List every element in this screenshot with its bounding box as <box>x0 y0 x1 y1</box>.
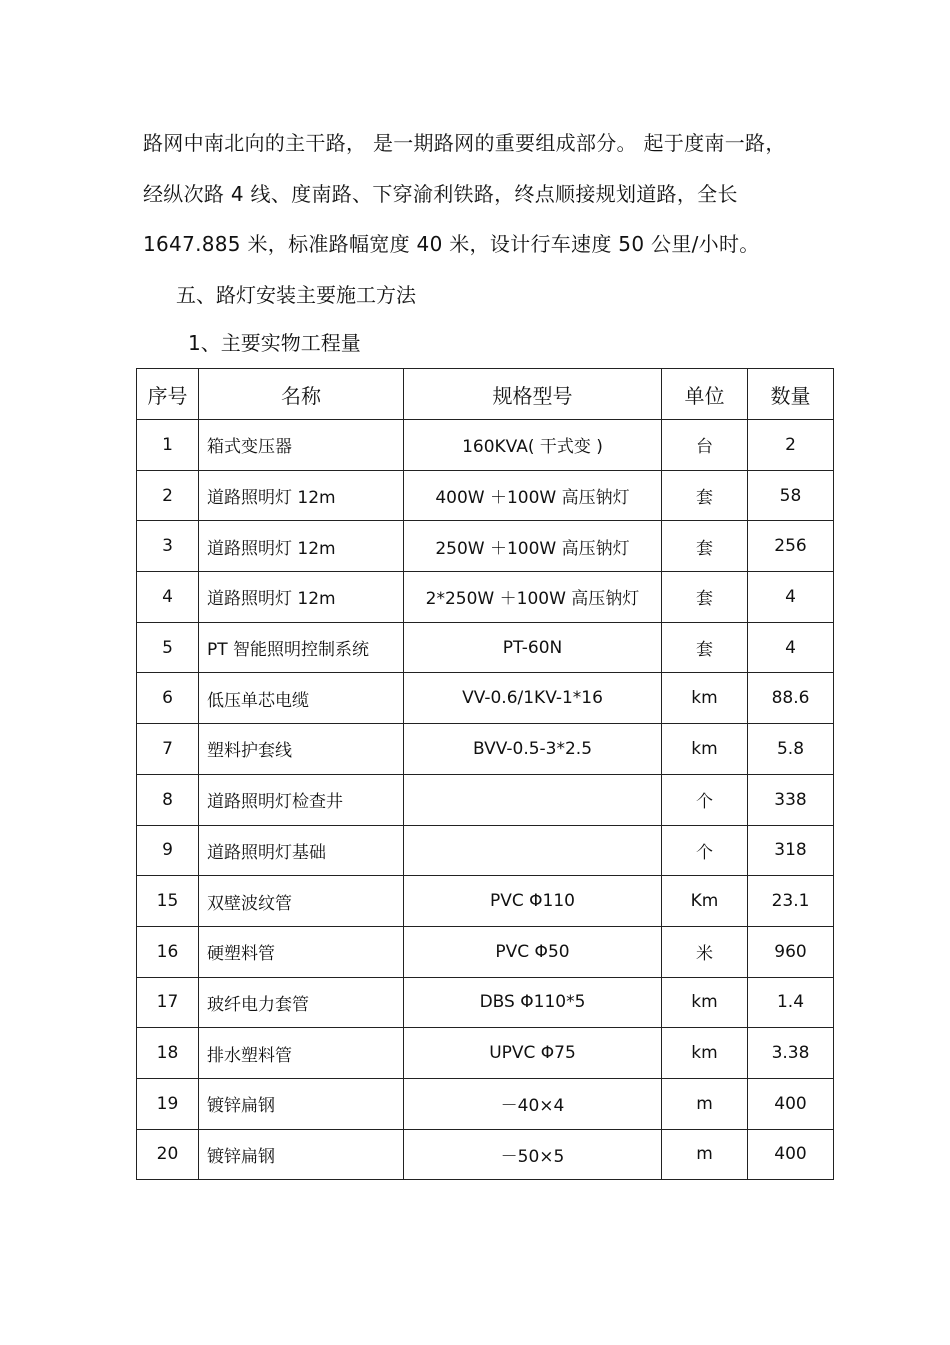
cell-unit: 米 <box>662 926 748 977</box>
cell-unit: m <box>662 1129 748 1180</box>
cell-name: 玻纤电力套管 <box>199 977 404 1028</box>
cell-quantity: 400 <box>748 1078 834 1129</box>
cell-index: 2 <box>137 470 199 521</box>
cell-unit: 套 <box>662 572 748 623</box>
cell-quantity: 3.38 <box>748 1028 834 1079</box>
header-quantity: 数量 <box>748 369 834 420</box>
cell-unit: km <box>662 673 748 724</box>
cell-name: 道路照明灯 12m <box>199 521 404 572</box>
cell-name: 镀锌扁钢 <box>199 1078 404 1129</box>
table-row <box>137 420 834 471</box>
cell-unit: Km <box>662 876 748 927</box>
cell-index: 15 <box>137 876 199 927</box>
table-row <box>137 673 834 724</box>
cell-name: 低压单芯电缆 <box>199 673 404 724</box>
cell-quantity: 58 <box>748 470 834 521</box>
cell-index: 6 <box>137 673 199 724</box>
cell-index: 5 <box>137 622 199 673</box>
header-unit: 单位 <box>662 369 748 420</box>
cell-spec: 2*250W ＋100W 高压钠灯 <box>404 572 662 623</box>
cell-unit: m <box>662 1078 748 1129</box>
cell-name: 双壁波纹管 <box>199 876 404 927</box>
table-row <box>137 1078 834 1129</box>
cell-quantity: 4 <box>748 572 834 623</box>
cell-unit: km <box>662 1028 748 1079</box>
cell-index: 20 <box>137 1129 199 1180</box>
cell-index: 1 <box>137 420 199 471</box>
paragraph-line-3: 1647.885 米，标准路幅宽度 40 米，设计行车速度 50 公里/小时。 <box>143 232 760 256</box>
cell-index: 7 <box>137 724 199 775</box>
cell-spec <box>404 825 662 876</box>
cell-unit: 个 <box>662 774 748 825</box>
cell-quantity: 318 <box>748 825 834 876</box>
cell-index: 3 <box>137 521 199 572</box>
cell-name: 塑料护套线 <box>199 724 404 775</box>
subsection-heading: 1、主要实物工程量 <box>188 331 361 355</box>
cell-spec: PT-60N <box>404 622 662 673</box>
paragraph-line-2: 经纵次路 4 线、度南路、下穿渝利铁路，终点顺接规划道路，全长 <box>143 182 738 206</box>
table-row <box>137 572 834 623</box>
cell-quantity: 23.1 <box>748 876 834 927</box>
cell-spec: UPVC Φ75 <box>404 1028 662 1079</box>
cell-spec: 250W ＋100W 高压钠灯 <box>404 521 662 572</box>
cell-index: 16 <box>137 926 199 977</box>
cell-unit: 台 <box>662 420 748 471</box>
cell-spec: BVV-0.5-3*2.5 <box>404 724 662 775</box>
cell-unit: 套 <box>662 622 748 673</box>
quantities-table <box>136 368 834 1180</box>
cell-name: 镀锌扁钢 <box>199 1129 404 1180</box>
cell-quantity: 1.4 <box>748 977 834 1028</box>
table-row <box>137 825 834 876</box>
table-row <box>137 470 834 521</box>
cell-quantity: 338 <box>748 774 834 825</box>
cell-name: 道路照明灯 12m <box>199 572 404 623</box>
cell-index: 8 <box>137 774 199 825</box>
cell-spec: －40×4 <box>404 1078 662 1129</box>
cell-unit: km <box>662 724 748 775</box>
cell-unit: 套 <box>662 470 748 521</box>
cell-name: 箱式变压器 <box>199 420 404 471</box>
cell-index: 17 <box>137 977 199 1028</box>
cell-spec <box>404 774 662 825</box>
cell-spec: 400W ＋100W 高压钠灯 <box>404 470 662 521</box>
section-heading: 五、路灯安装主要施工方法 <box>176 283 416 307</box>
cell-index: 9 <box>137 825 199 876</box>
cell-quantity: 256 <box>748 521 834 572</box>
cell-quantity: 4 <box>748 622 834 673</box>
cell-quantity: 88.6 <box>748 673 834 724</box>
table-row <box>137 926 834 977</box>
cell-index: 18 <box>137 1028 199 1079</box>
cell-quantity: 5.8 <box>748 724 834 775</box>
cell-name: 排水塑料管 <box>199 1028 404 1079</box>
cell-unit: 个 <box>662 825 748 876</box>
cell-name: 道路照明灯检查井 <box>199 774 404 825</box>
cell-name: 道路照明灯基础 <box>199 825 404 876</box>
header-index: 序号 <box>137 369 199 420</box>
table-row <box>137 774 834 825</box>
header-spec: 规格型号 <box>404 369 662 420</box>
table-row <box>137 521 834 572</box>
cell-spec: －50×5 <box>404 1129 662 1180</box>
table-row <box>137 1028 834 1079</box>
cell-spec: PVC Φ110 <box>404 876 662 927</box>
table-row <box>137 977 834 1028</box>
cell-name: 硬塑料管 <box>199 926 404 977</box>
table-row <box>137 724 834 775</box>
cell-spec: DBS Φ110*5 <box>404 977 662 1028</box>
cell-spec: 160KVA( 干式变 ) <box>404 420 662 471</box>
cell-name: PT 智能照明控制系统 <box>199 622 404 673</box>
table-row <box>137 876 834 927</box>
cell-spec: VV-0.6/1KV-1*16 <box>404 673 662 724</box>
cell-quantity: 400 <box>748 1129 834 1180</box>
paragraph-line-1: 路网中南北向的主干路， 是一期路网的重要组成部分。 起于度南一路， <box>143 131 786 155</box>
cell-spec: PVC Φ50 <box>404 926 662 977</box>
header-name: 名称 <box>199 369 404 420</box>
cell-unit: km <box>662 977 748 1028</box>
cell-quantity: 2 <box>748 420 834 471</box>
table-header-row <box>137 369 834 420</box>
table-row <box>137 1129 834 1180</box>
table-row <box>137 622 834 673</box>
cell-quantity: 960 <box>748 926 834 977</box>
cell-index: 4 <box>137 572 199 623</box>
cell-index: 19 <box>137 1078 199 1129</box>
cell-unit: 套 <box>662 521 748 572</box>
cell-name: 道路照明灯 12m <box>199 470 404 521</box>
